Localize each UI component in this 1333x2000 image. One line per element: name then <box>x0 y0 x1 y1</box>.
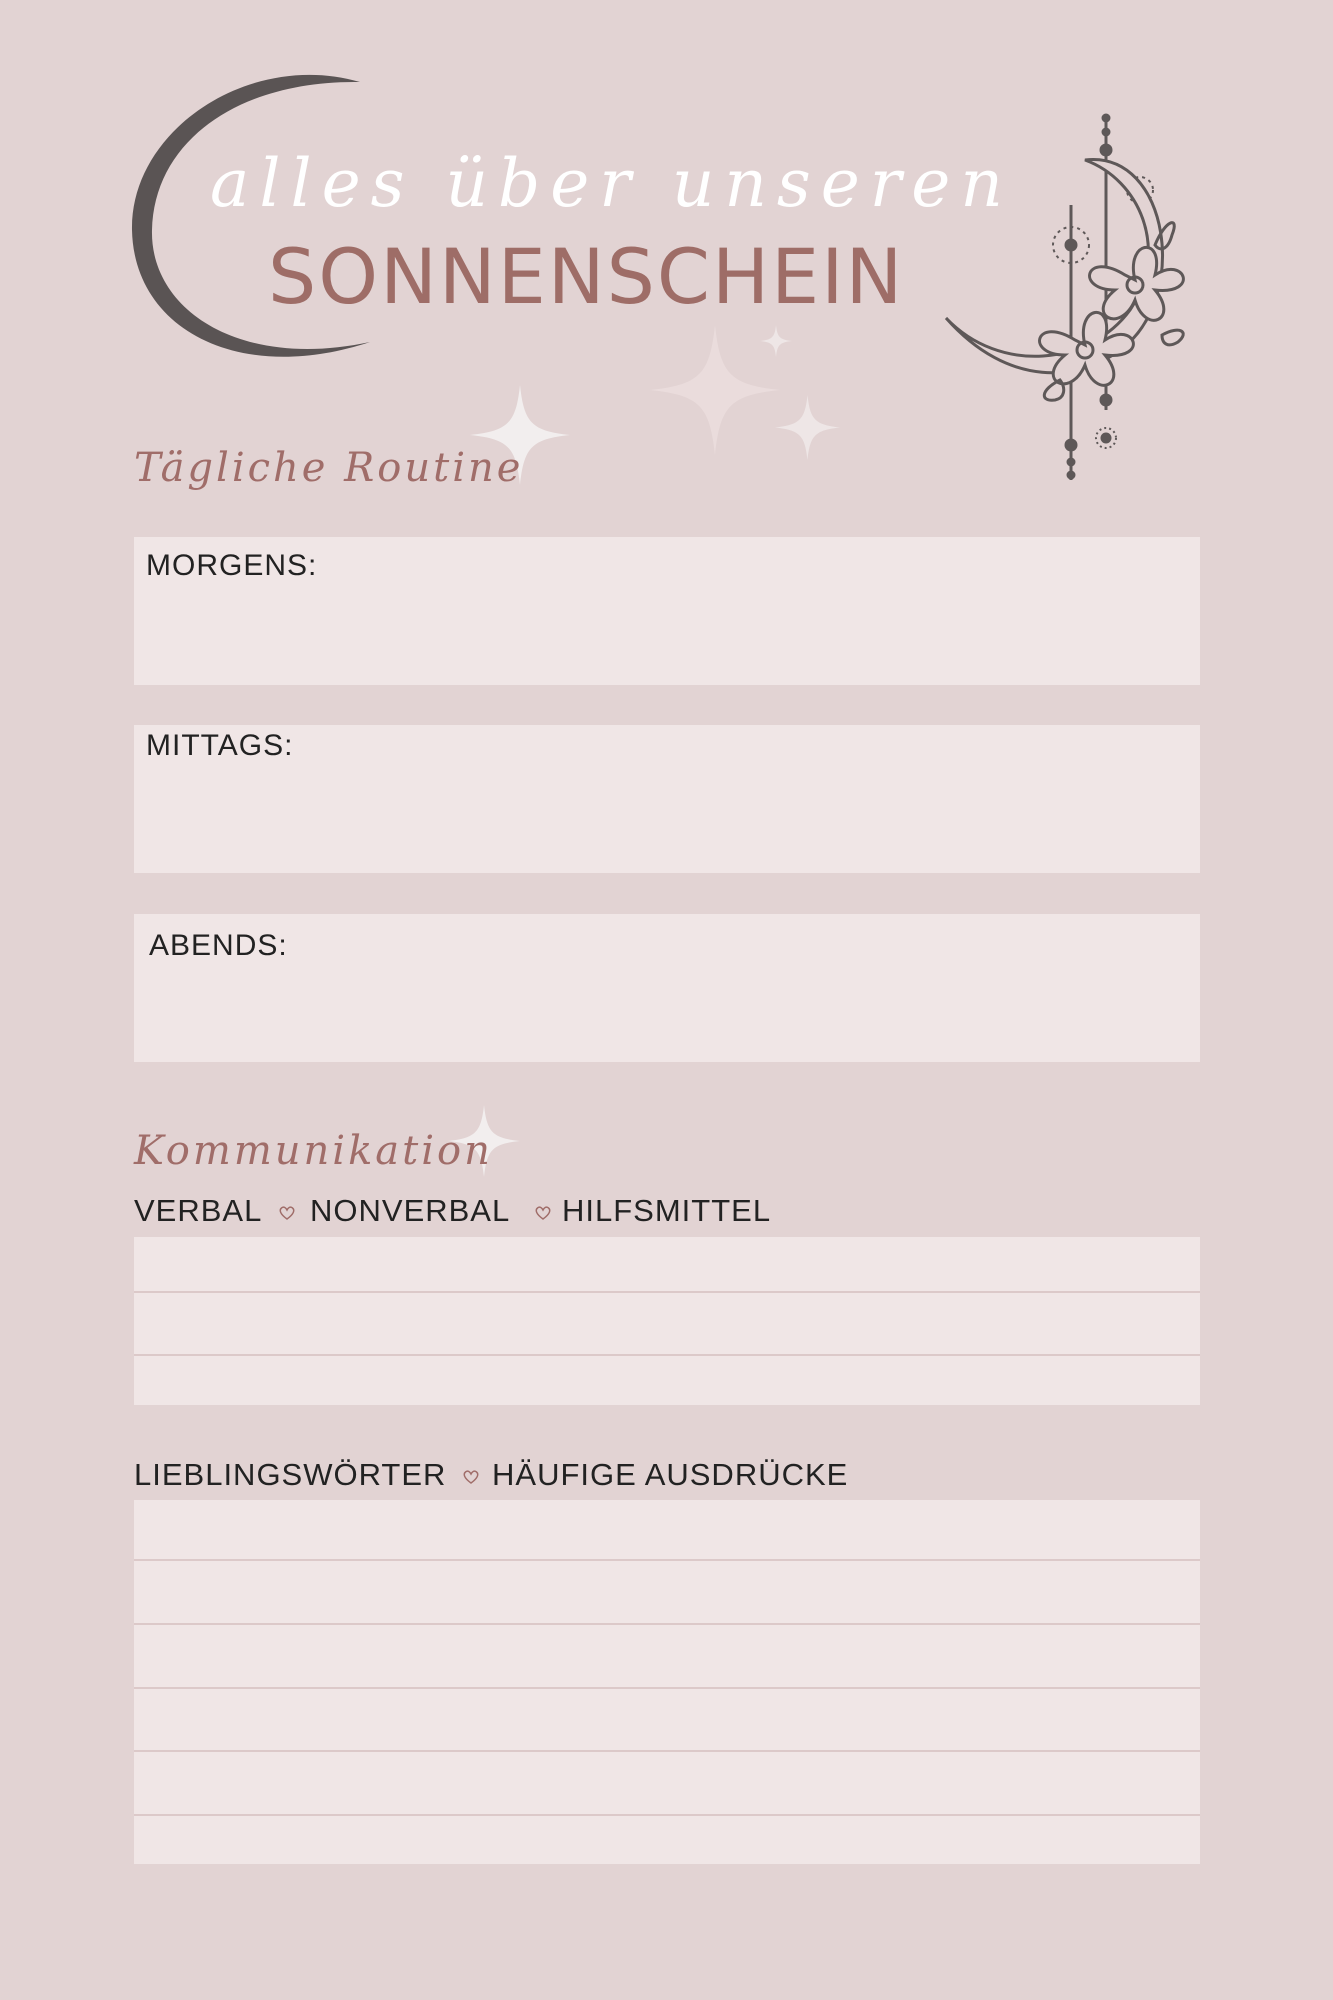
sparkle-icon <box>775 395 840 460</box>
favorites-lines[interactable] <box>134 1500 1200 1864</box>
routine-heading: Tägliche Routine <box>134 445 524 491</box>
communication-heading: Kommunikation <box>134 1128 493 1174</box>
category-nonverbal: NONVERBAL <box>310 1193 511 1228</box>
heart-icon <box>462 1469 480 1485</box>
noon-box[interactable] <box>134 725 1200 873</box>
category-hilfsmittel: HILFSMITTEL <box>562 1193 772 1228</box>
brand-title: SONNENSCHEIN <box>268 232 905 321</box>
noon-label: MITTAGS: <box>146 729 294 762</box>
sparkle-icon <box>760 325 792 357</box>
morning-box[interactable] <box>134 537 1200 685</box>
favorite-words-label: LIEBLINGSWÖRTER <box>134 1457 447 1492</box>
category-verbal: VERBAL <box>134 1193 263 1228</box>
morning-label: MORGENS: <box>146 549 318 582</box>
heart-icon <box>278 1205 296 1221</box>
evening-box[interactable] <box>134 914 1200 1062</box>
heart-icon <box>534 1205 552 1221</box>
floral-moon-icon <box>940 110 1200 490</box>
communication-lines[interactable] <box>134 1237 1200 1405</box>
script-title: alles über unseren <box>210 145 1013 222</box>
crescent-moon-icon <box>120 70 380 380</box>
evening-label: ABENDS: <box>149 929 288 962</box>
common-expressions-label: HÄUFIGE AUSDRÜCKE <box>492 1457 849 1492</box>
